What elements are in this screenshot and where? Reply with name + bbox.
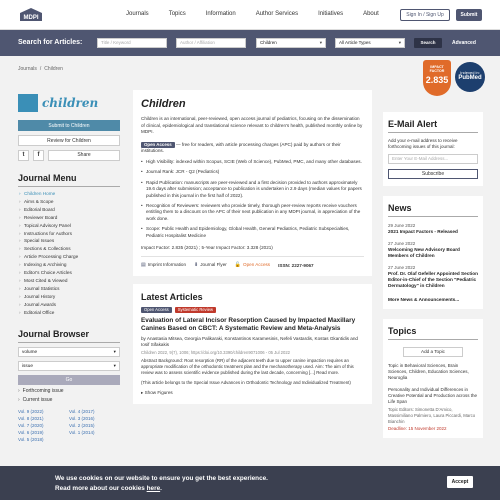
show-figures-toggle[interactable]: ▸ Show Figures (141, 389, 173, 395)
topics-title: Topics (388, 326, 478, 340)
issue-select[interactable]: issue ▾ (18, 361, 120, 371)
advanced-search-link[interactable]: Advanced (452, 40, 476, 46)
current-issue-link[interactable]: › Current issue (18, 396, 53, 403)
nav-author-services[interactable]: Author Services (255, 11, 299, 17)
flyer-link[interactable]: ⬇ Journal Flyer (194, 262, 227, 269)
search-label: Search for Articles: (18, 39, 83, 46)
author-affiliation-input[interactable]: Author / Affiliation (176, 38, 246, 48)
issn-text: ISSN: 2227-9067 (278, 262, 314, 268)
article-abstract: Abstract Background: Root resorption (RR) of the adjacent teeth due to upper canine impaction requires an appropriate modification of the orthodontic treatment plan and the mechanotherapy used. Aim: The aim of this review was to assess scientific evidence published during the last decade, concerning [...] Read more. (141, 358, 354, 376)
article-type-tag: Systematic Review (175, 307, 216, 313)
journal-title: Children (141, 98, 186, 110)
main-content (133, 90, 372, 404)
journal-logo-mark (18, 94, 38, 112)
open-access-tag: Open Access (141, 142, 175, 149)
search-button[interactable]: Search (414, 38, 442, 48)
news-headline[interactable]: 2021 Impact Factors - Released (388, 229, 458, 234)
social-share-row (18, 150, 120, 161)
news-date: 27 June 2022 (388, 241, 416, 246)
journal-logo[interactable] (18, 90, 120, 116)
top-navigation (0, 0, 500, 30)
volume-link[interactable]: Vol. 3 (2016) (69, 415, 95, 421)
news-date: 29 June 2022 (388, 223, 416, 228)
nav-topics[interactable]: Topics (168, 11, 186, 17)
special-issue-note: (This article belongs to the Special Issue Advances in Orthodontic Technology and Individualized Treatment) (141, 379, 351, 385)
nav-journals[interactable]: Journals (126, 11, 149, 17)
article-tags (141, 307, 364, 313)
journal-browser-title: Journal Browser (18, 329, 120, 343)
breadcrumb-children[interactable]: Children (44, 66, 63, 72)
journal-logo-name: children (42, 96, 99, 110)
nav-about[interactable]: About (363, 11, 379, 17)
review-for-journal-button[interactable]: Review for Children (18, 135, 120, 146)
volume-list (18, 408, 120, 443)
impact-factor-badge[interactable] (423, 60, 451, 96)
news-card (383, 196, 483, 309)
journal-select[interactable]: Children ▾ (256, 38, 326, 48)
highlight-item: • High Visibility: indexed within Scopus, SCIE (Web of Science), PubMed, PMC, and many other databases. (141, 159, 364, 165)
download-icon: ⬇ (194, 262, 199, 269)
menu-item[interactable]: › Aims & Scope (18, 198, 120, 206)
logo-text: MDPI (23, 15, 39, 21)
latest-articles-card (133, 284, 372, 404)
menu-item[interactable]: › Reviewer Board (18, 214, 120, 222)
arrow-right-icon: › (18, 387, 20, 394)
article-meta: Children 2022, 9(7), 1006; https://doi.org/10.3390/children9071006 - 05 Jul 2022 (141, 350, 290, 356)
latest-articles-title: Latest Articles (141, 292, 203, 303)
topic-editors: Topic Editors: Simonetta D'Amico, Massimiliano Palmiero, Laura Piccardi, Marco Bianchin (388, 407, 476, 424)
chevron-down-icon: ▾ (319, 40, 322, 45)
volume-select[interactable]: volume ▾ (18, 347, 120, 357)
menu-item[interactable]: › Most Cited & Viewed (18, 277, 120, 285)
chevron-down-icon: ▾ (113, 362, 116, 368)
breadcrumb-separator: / (39, 66, 42, 72)
accept-cookies-button[interactable]: Accept (447, 476, 473, 488)
volume-link[interactable]: Vol. 7 (2020) (18, 422, 44, 428)
menu-item[interactable]: › Topical Advisory Panel (18, 222, 120, 230)
more-news-link[interactable]: More News & Announcements... (388, 297, 460, 302)
main-nav (126, 11, 399, 17)
impact-factor-label: IMPACT FACTOR (429, 65, 445, 73)
sign-in-button[interactable]: Sign In / Sign Up (400, 9, 450, 21)
chevron-down-icon: ▾ (113, 348, 116, 354)
volume-link[interactable]: Vol. 9 (2022) (18, 408, 44, 414)
chevron-down-icon: ▾ (398, 40, 401, 45)
indexed-value: PubMed (458, 75, 482, 81)
breadcrumb (18, 66, 63, 72)
topic-journals: Topic in Behavioral Sciences, Brain Sciences, Children, Education Sciences, Neuroglia (388, 363, 469, 380)
article-type-select[interactable]: All Article Types ▾ (335, 38, 405, 48)
pubmed-badge[interactable] (455, 62, 485, 92)
open-access-line: Open Access — free for readers, with article processing charges (APC) paid by authors or their institutions. (141, 141, 341, 154)
menu-item[interactable]: › Editorial Board (18, 206, 120, 214)
twitter-icon[interactable]: t (18, 150, 29, 161)
journal-intro: Children is an international, peer-reviewed, open access journal of pediatrics, focusing on the dissemination of clinical, epidemiological and translational science relevant to children's health, published monthly online by MDPI. (141, 116, 363, 135)
volume-link[interactable]: Vol. 2 (2015) (69, 422, 95, 428)
search-bar (0, 30, 500, 56)
subscribe-button[interactable]: Subscribe (388, 169, 478, 179)
volume-link[interactable]: Vol. 1 (2014) (69, 429, 95, 435)
cookie-link[interactable]: here (146, 485, 161, 492)
go-button[interactable]: Go (18, 375, 120, 385)
journal-about-card (133, 90, 372, 276)
indexed-label: Indexed in: (460, 70, 480, 75)
arrow-right-icon: › (18, 396, 20, 403)
nav-initiatives[interactable]: Initiatives (318, 11, 344, 17)
volume-link[interactable]: Vol. 8 (2021) (18, 415, 44, 421)
highlight-item: • Journal Rank: JCR - Q2 (Pediatrics) (141, 169, 364, 175)
topic-title[interactable]: Personality and Individual Differences in Creative Potential and Production across the Life Span (388, 387, 478, 404)
unlock-icon: 🔓 (234, 262, 242, 269)
topic-deadline: Deadline: 15 November 2022 (388, 426, 447, 432)
email-alert-title: E-Mail Alert (388, 119, 478, 133)
imprint-link[interactable]: ▤ Imprint Information (141, 262, 187, 269)
menu-item[interactable]: › Indexing & Archiving (18, 261, 120, 269)
menu-item[interactable]: › Children Home (18, 190, 120, 198)
volume-link[interactable]: Vol. 5 (2018) (18, 436, 44, 442)
cookie-message: We use cookies on our website to ensure you get the best experience. (55, 475, 268, 482)
menu-item[interactable]: › Journal Statistics (18, 285, 120, 293)
journal-highlights (141, 159, 364, 239)
journal-menu-title: Journal Menu (18, 173, 120, 187)
left-sidebar (18, 90, 120, 443)
news-headline[interactable]: Welcoming New Advisory Board Members of Children (388, 247, 460, 258)
chevron-right-icon: ▸ (141, 389, 145, 395)
title-keyword-input[interactable]: Title / Keyword (97, 38, 167, 48)
open-access-tag: Open Access (141, 307, 172, 313)
nav-information[interactable]: Information (205, 11, 236, 17)
email-input[interactable]: Enter Your E-Mail Address... (388, 154, 478, 164)
news-date: 27 June 2022 (388, 265, 416, 270)
submit-to-journal-button[interactable]: Submit to Children (18, 120, 120, 131)
menu-item[interactable]: › Sections & Collections (18, 245, 120, 253)
cookie-banner (0, 466, 500, 500)
volume-link[interactable]: Vol. 4 (2017) (69, 408, 95, 414)
add-topic-button[interactable]: Add a Topic (403, 347, 463, 357)
impact-metrics: Impact Factor: 2.835 (2021) ; 5-Year Impact Factor: 3.328 (2021) (141, 245, 273, 251)
menu-item[interactable]: › Editor's Choice Articles (18, 269, 120, 277)
menu-item[interactable]: › Journal History (18, 293, 120, 301)
impact-factor-value: 2.835 (425, 75, 449, 85)
menu-item[interactable]: › Instructions for Authors (18, 230, 120, 238)
menu-item[interactable]: › Editorial Office (18, 309, 120, 317)
forthcoming-issue-link[interactable]: › Forthcoming issue (18, 387, 64, 394)
article-title[interactable]: Evaluation of Lateral Incisor Resorption Caused by Impacted Maxillary Canines Based on CBCT: A Systematic Review and Meta-Analysis (141, 317, 356, 333)
volume-link[interactable]: Vol. 6 (2019) (18, 429, 44, 435)
share-button[interactable]: Share (48, 150, 120, 161)
document-icon: ▤ (141, 262, 146, 269)
email-alert-text: Add your e-mail address to receive forthcoming issues of this journal: (388, 138, 458, 149)
facebook-icon[interactable]: f (33, 150, 44, 161)
highlight-item: • Scope: Public Health and Epidemiology, Global Health, General Pediatrics, Pediatric Subspecialties, Pediatric Hospitalist Medicine (141, 226, 364, 239)
topics-card (383, 319, 483, 438)
menu-item[interactable]: › Journal Awards (18, 301, 120, 309)
submit-button[interactable]: Submit (456, 9, 482, 21)
breadcrumb-journals[interactable]: Journals (18, 66, 37, 72)
journal-tools (141, 256, 364, 268)
open-access-link[interactable]: 🔓 Open Access (234, 262, 271, 269)
right-sidebar (383, 112, 483, 448)
mdpi-logo[interactable] (18, 7, 44, 23)
news-title: News (388, 203, 478, 217)
cookie-more: Read more about our cookies here. (55, 485, 162, 492)
email-alert-card (383, 112, 483, 186)
highlight-item: • Rapid Publication: manuscripts are peer-reviewed and a first decision provided to authors approximately 19.6 days after submission; acceptance to publication is undertaken in 2.9 days (median values for papers published in this journal in the first half of 2022). (141, 180, 364, 199)
news-headline[interactable]: Prof. Dr. Olaf Gefeller Appointed Section Editor-in-Chief of the Section "Pediatric Dermatology" in Children (388, 271, 478, 288)
article-authors: by Anastasia Mitsea, Georgia Palikaraki, Konstantinos Karamesinis, Nefeli Vastardis, Kostas Gkantidis and Iosif Sifakakis (141, 336, 358, 348)
menu-item[interactable]: › Special Issues (18, 237, 120, 245)
highlight-item: • Recognition of Reviewers: reviewers who provide timely, thorough peer-review reports receive vouchers entitling them to a discount on the APC of their next publication in any MDPI journal, in appreciation of the work done. (141, 203, 364, 222)
journal-menu (18, 190, 120, 317)
menu-item[interactable]: › Article Processing Charge (18, 253, 120, 261)
